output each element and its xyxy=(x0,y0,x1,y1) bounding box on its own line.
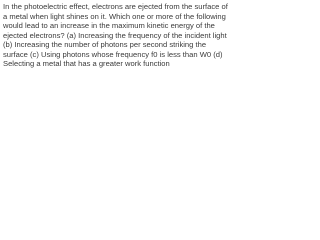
document-page xyxy=(0,0,235,88)
question-text: In the photoelectric effect, electrons are ejected from the surface of a metal when light shines on it. Which one or more of the following would lead to an increase in the maximum kinetic energy of the ejected electrons? (a) Increasing the frequency of the incident light (b) Increasing the number of photons per second striking the surface (c) Using photons whose frequency f0 is less than W0 (d) Selecting a metal that has a greater work function xyxy=(3,2,228,68)
